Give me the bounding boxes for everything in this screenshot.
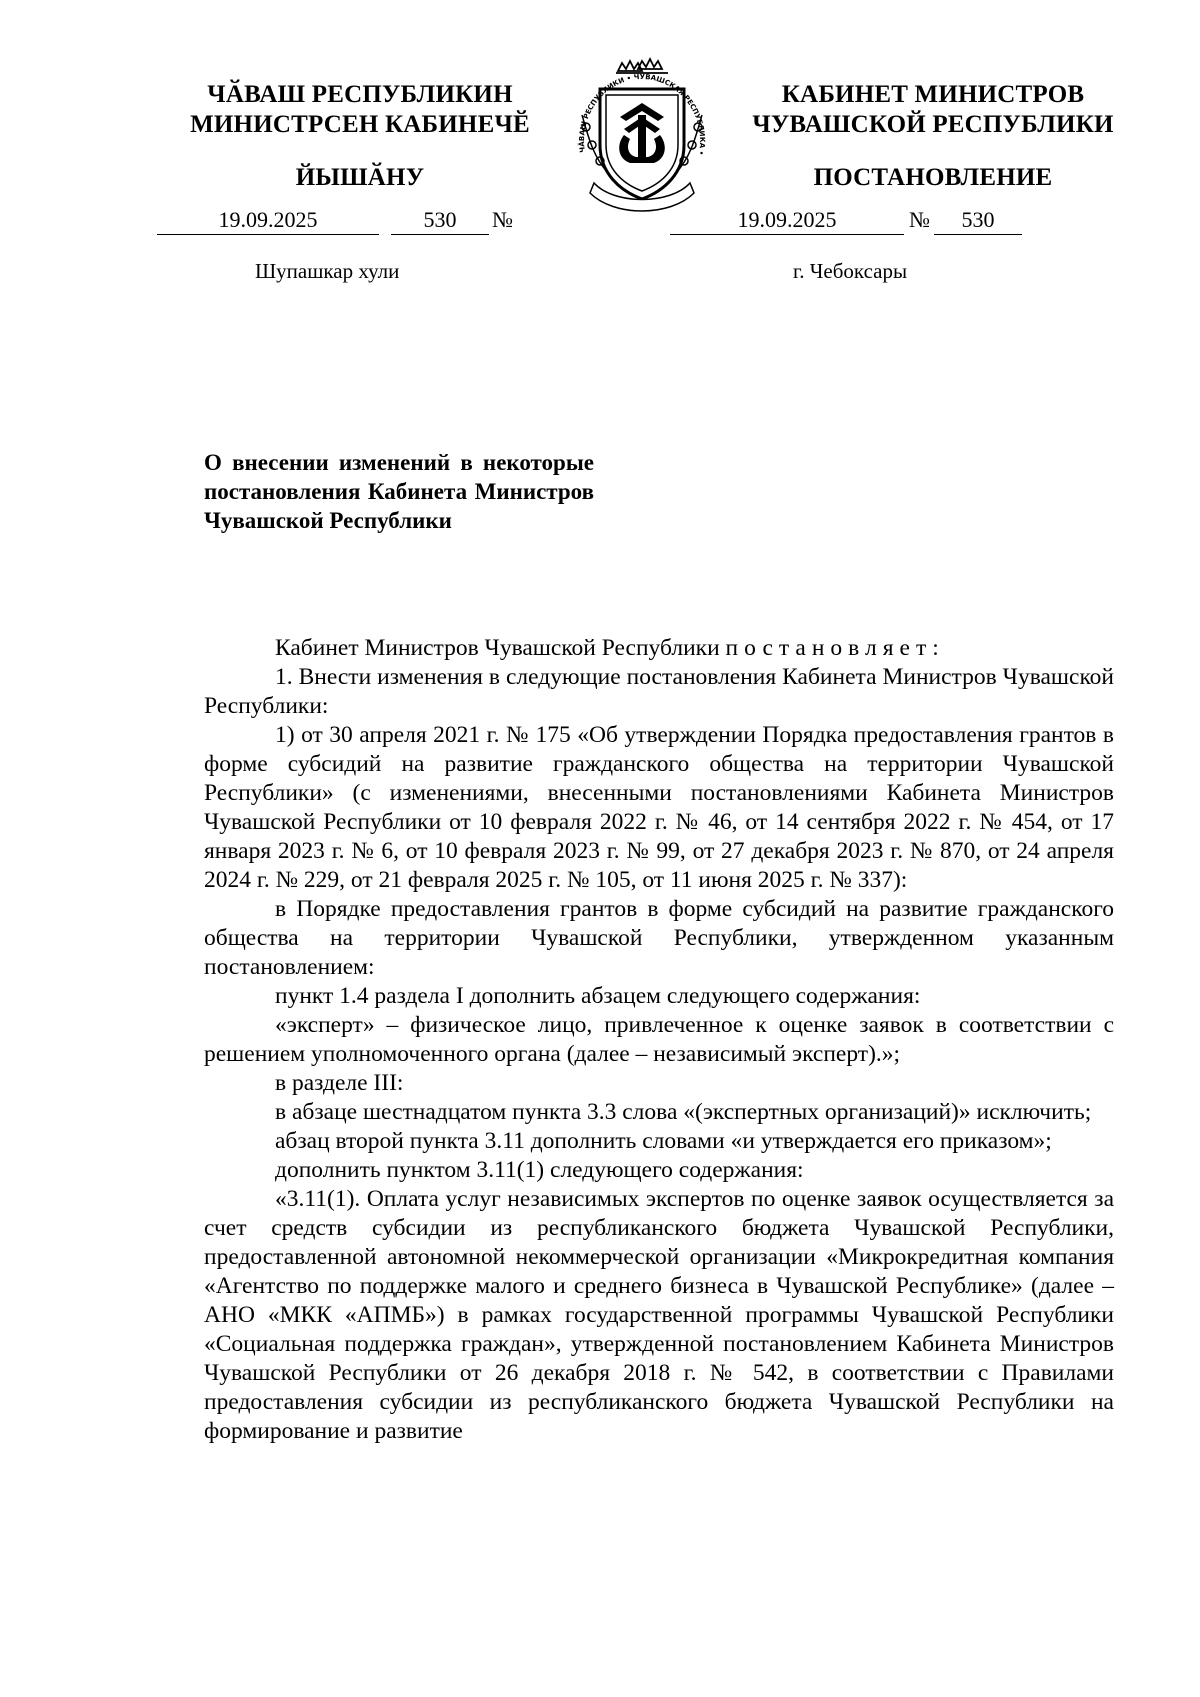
right-number-sign: № (909, 207, 930, 232)
left-number-sign: № (492, 207, 513, 232)
left-doc-type: ЙЫШӐНУ (295, 164, 425, 191)
emblem-ribbon-text: ЧӐВАШ РЕСПУБЛИКИ • ЧУВАШСКАЯ РЕСПУБЛИКА • (578, 72, 707, 156)
right-number-field: 530 (934, 207, 1022, 235)
preamble (204, 634, 1114, 663)
paragraph: в разделе III: (275, 1070, 404, 1096)
left-city: Шупашкар хули (255, 259, 400, 283)
paragraph: в абзаце шестнадцатом пункта 3.3 слова «(экспертных организаций)» исключить; (275, 1099, 1092, 1125)
paragraph: дополнить пунктом 3.11(1) следующего содержания: (275, 1157, 804, 1183)
right-date-field: 19.09.2025 (670, 207, 904, 235)
left-org-line2: МИНИСТРСЕН КАБИНЕЧӖ (190, 111, 530, 138)
preamble-lead: Кабинет Министров Чувашской Республики (275, 635, 726, 661)
left-number-field: 530 (391, 207, 489, 235)
document-body (204, 634, 1114, 1446)
paragraph: 1. Внести изменения в следующие постановления Кабинета Министров Чувашской Республики: (204, 664, 1114, 719)
right-org-line2: ЧУВАШСКОЙ РЕСПУБЛИКИ (752, 111, 1114, 138)
right-doc-type: ПОСТАНОВЛЕНИЕ (813, 164, 1053, 191)
right-org-name (738, 80, 1128, 140)
left-date-field: 19.09.2025 (157, 207, 379, 235)
left-org-line1: ЧӐВАШ РЕСПУБЛИКИН (207, 81, 513, 108)
paragraph: 1) от 30 апреля 2021 г. № 175 «Об утверждении Порядка предоставления грантов в форме субсидий на развитие гражданского общества на территории Чувашской Республики» (с изменениями, внесенными постановлениями Кабинета Министров Чувашской Республики от 10 февраля 2022 г. № 46, от 14 сентября 2022 г. № 454, от 17 января 2023 г. № 6, от 10 февраля 2023 г. № 99, от 27 декабря 2023 г. № 870, от 24 апреля 2024 г. № 229, от 21 февраля 2025 г. № 105, от 11 июня 2025 г. № 337): (204, 722, 1114, 893)
paragraph: «эксперт» – физическое лицо, привлеченное к оценке заявок в соответствии с решением уполномоченного органа (далее – независимый эксперт).»; (204, 1012, 1114, 1067)
paragraph: в Порядке предоставления грантов в форме субсидий на развитие гражданского общества на территории Чувашской Республики, утвержденном указанным постановлением: (204, 896, 1114, 980)
coat-of-arms-emblem (572, 55, 712, 215)
preamble-verb: постановляет: (725, 635, 945, 661)
document-subject: О внесении изменений в некоторые постановления Кабинета Министров Чувашской Республики (204, 450, 594, 533)
right-org-line1: КАБИНЕТ МИНИСТРОВ (781, 81, 1085, 108)
paragraph: пункт 1.4 раздела I дополнить абзацем следующего содержания: (275, 983, 921, 1009)
right-city: г. Чебоксары (793, 259, 908, 283)
paragraph: «3.11(1). Оплата услуг независимых экспертов по оценке заявок осуществляется за счет средств субсидии из республиканского бюджета Чувашской Республики, предоставленной автономной некоммерческой организации «Микрокредитная компания «Агентство по поддержке малого и среднего бизнеса в Чувашской Республике» (далее – АНО «МКК «АПМБ») в рамках государственной программы Чувашской Республики «Социальная поддержка граждан», утвержденной постановлением Кабинета Министров Чувашской Республики от 26 декабря 2018 г. № 542, в соответствии с Правилами предоставления субсидии из республиканского бюджета Чувашской Республики на формирование и развитие (204, 1186, 1114, 1444)
paragraph: абзац второй пункта 3.11 дополнить словами «и утверждается его приказом»; (275, 1128, 1052, 1154)
left-org-name (170, 80, 550, 140)
